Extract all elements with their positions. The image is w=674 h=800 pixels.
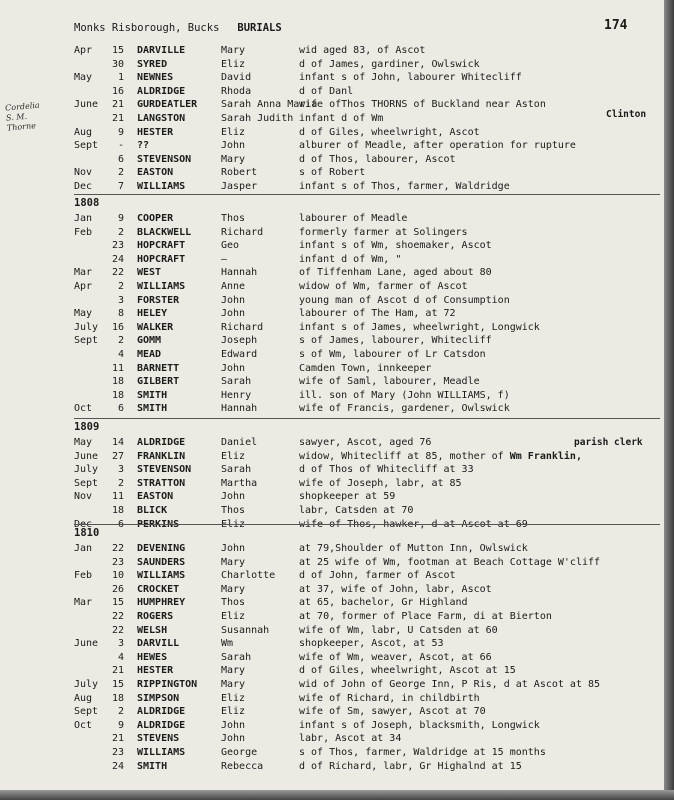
- entry-day: 11: [111, 491, 124, 503]
- entry-surname: ??: [137, 140, 150, 152]
- entry-surname: WILLIAMS: [137, 181, 186, 192]
- entry-day: 4: [117, 651, 124, 663]
- entry-month: Sept: [74, 706, 99, 718]
- entry-month: Apr: [74, 45, 93, 56]
- handwritten-margin-note: Cordelia S. M. Thorne: [4, 100, 40, 133]
- entry-notes: infant s of Wm, shoemaker, Ascot: [299, 240, 492, 252]
- entry-surname: STEVENS: [137, 733, 180, 745]
- entry-surname: STRATTON: [137, 477, 186, 489]
- entry-notes: sawyer, Ascot, aged 76: [299, 437, 432, 448]
- entry-forename: Thos: [221, 505, 246, 516]
- entry-day: 2: [117, 226, 124, 238]
- entry-day: 9: [117, 213, 124, 224]
- entry-notes: wife of Sm, sawyer, Ascot at 70: [299, 706, 486, 718]
- entry-forename: Daniel: [221, 437, 258, 448]
- entry-month: July: [74, 321, 99, 333]
- entry-notes: wife of Saml, labourer, Meadle: [299, 376, 480, 388]
- entry-surname: EASTON: [137, 167, 174, 179]
- entry-forename: Thos: [221, 597, 246, 609]
- entry-notes: of Tiffenham Lane, aged about 80: [299, 267, 492, 279]
- entry-day: 24: [111, 760, 124, 772]
- entry-month: Feb: [74, 570, 93, 582]
- entry-surname: STEVENSON: [137, 464, 192, 476]
- entry-surname: SMITH: [137, 389, 168, 401]
- entry-day: 24: [111, 253, 124, 265]
- entry-notes: s of Wm, labourer of Lr Catsdon: [299, 349, 486, 360]
- entry-surname: HEWES: [137, 651, 168, 663]
- entry-day: 21: [111, 665, 124, 677]
- page-bottom-edge: [0, 790, 674, 800]
- entry-forename: John: [221, 294, 246, 306]
- entry-surname: DEVENING: [137, 543, 186, 554]
- section-title: BURIALS: [237, 22, 282, 34]
- entry-month: Mar: [74, 597, 93, 609]
- entry-notes: shopkeeper, Ascot, at 53: [299, 638, 444, 650]
- entry-forename: Anne: [221, 281, 246, 292]
- entry-forename: Mary: [221, 45, 246, 56]
- entry-forename: Rebecca: [221, 760, 264, 772]
- entry-notes: s of Robert: [299, 167, 366, 179]
- entry-day: 6: [117, 518, 124, 530]
- entry-notes: widow of Wm, farmer of Ascot: [299, 281, 468, 292]
- entry-day: 23: [111, 240, 124, 252]
- entry-surname: LANGSTON: [137, 113, 186, 124]
- entry-month: May: [74, 308, 93, 320]
- entry-forename: Thos: [221, 213, 246, 224]
- entry-surname: ALDRIDGE: [137, 85, 186, 97]
- parish-name: Monks Risborough, Bucks: [74, 22, 220, 34]
- entry-forename: Mary: [221, 583, 246, 595]
- entry-notes: wid of John of George Inn, P Ris, d at Ascot at 85: [299, 679, 601, 690]
- entry-day: 21: [111, 733, 124, 745]
- entry-notes: ill. son of Mary (John WILLIAMS, f): [299, 389, 510, 401]
- entry-month: Feb: [74, 226, 93, 238]
- entry-day: 18: [111, 376, 124, 388]
- entry-notes: infant s of Thos, farmer, Waldridge: [299, 181, 510, 192]
- entry-month: July: [74, 679, 99, 690]
- entry-day: 27: [111, 450, 124, 462]
- entry-day: 7: [117, 181, 124, 192]
- entry-forename: Edward: [221, 349, 258, 360]
- entry-month: Oct: [74, 403, 93, 415]
- entry-day: 3: [117, 294, 124, 306]
- entry-surname: FRANKLIN: [137, 450, 186, 462]
- entry-notes: labourer of Meadle: [299, 213, 408, 224]
- year-divider: [74, 194, 660, 195]
- entry-surname: ALDRIDGE: [137, 719, 186, 731]
- entry-notes: d of Giles, wheelwright, Ascot: [299, 126, 480, 138]
- entry-forename: John: [221, 733, 246, 745]
- entry-forename: Martha: [221, 477, 258, 489]
- entry-day: 2: [117, 706, 124, 718]
- entry-notes: wife of Francis, gardener, Owlswick: [299, 403, 510, 415]
- entry-day: 2: [117, 281, 124, 292]
- entry-day: 2: [117, 167, 124, 179]
- entry-notes: infant s of James, wheelwright, Longwick: [299, 321, 540, 333]
- entry-day: 16: [111, 85, 124, 97]
- entry-day: 6: [117, 403, 124, 415]
- entry-day: 30: [111, 58, 124, 70]
- entry-forename: Eliz: [221, 126, 246, 138]
- entry-notes: wife of Joseph, labr, at 85: [299, 477, 462, 489]
- entry-forename: John: [221, 491, 246, 503]
- entry-forename: Richard: [221, 321, 264, 333]
- entry-surname: RIPPINGTON: [137, 679, 198, 690]
- entry-month: Dec: [74, 181, 93, 192]
- entry-month: June: [74, 99, 99, 111]
- entry-day: 1: [117, 72, 124, 84]
- entry-month: Sept: [74, 335, 99, 347]
- year-heading: 1809: [74, 421, 100, 433]
- entry-surname: HELEY: [137, 308, 168, 320]
- entry-day: 15: [111, 679, 124, 690]
- entry-month: Sept: [74, 140, 99, 152]
- entry-notes: infant s of Joseph, blacksmith, Longwick: [299, 719, 540, 731]
- entry-forename: John: [221, 543, 246, 554]
- entry-month: Apr: [74, 281, 93, 292]
- entry-month: Aug: [74, 692, 93, 704]
- entry-notes: d of John, farmer of Ascot: [299, 570, 456, 582]
- entry-forename: Sarah: [221, 651, 252, 663]
- entry-surname: HOPCRAFT: [137, 253, 186, 265]
- entry-surname: COOPER: [137, 213, 174, 224]
- entry-surname: STEVENSON: [137, 153, 192, 165]
- entry-forename: Sarah: [221, 464, 252, 476]
- entry-day: 9: [117, 719, 124, 731]
- entry-day: 4: [117, 349, 124, 360]
- entry-notes: wife of Richard, in childbirth: [299, 692, 480, 704]
- page-number: 174: [604, 18, 628, 33]
- entry-forename: Henry: [221, 389, 252, 401]
- entry-notes: at 70, former of Place Farm, di at Bierton: [299, 611, 552, 622]
- entry-month: Jan: [74, 543, 93, 554]
- entry-surname: WALKER: [137, 321, 174, 333]
- entry-surname: WILLIAMS: [137, 570, 186, 582]
- entry-forename: Sarah Anna Maria: [221, 99, 318, 111]
- entry-surname: BARNETT: [137, 362, 180, 374]
- entry-forename: Hannah: [221, 267, 258, 279]
- entry-month: Nov: [74, 491, 93, 503]
- entry-surname: NEWNES: [137, 72, 174, 84]
- entry-forename: John: [221, 308, 246, 320]
- entry-day: 23: [111, 747, 124, 758]
- entry-notes: infant s of John, labourer Whitecliff: [299, 72, 522, 84]
- entry-surname: WILLIAMS: [137, 747, 186, 758]
- entry-forename: Charlotte: [221, 570, 276, 582]
- entry-day: 10: [111, 570, 124, 582]
- entry-forename: Geo: [221, 240, 240, 252]
- entry-surname: ALDRIDGE: [137, 437, 186, 448]
- entry-forename: Jasper: [221, 181, 258, 192]
- entry-notes: d of Giles, wheelwright, Ascot at 15: [299, 665, 516, 677]
- entry-forename: Eliz: [221, 58, 246, 70]
- entry-surname: HOPCRAFT: [137, 240, 186, 252]
- entry-surname: GURDEATLER: [137, 99, 198, 111]
- entry-forename: Richard: [221, 226, 264, 238]
- entry-notes: wife ofThos THORNS of Buckland near Aston: [299, 99, 546, 111]
- entry-forename: Sarah: [221, 376, 252, 388]
- note-parish-clerk: parish clerk: [574, 437, 643, 448]
- entry-day: 2: [117, 335, 124, 347]
- entry-notes: wid aged 83, of Ascot: [299, 45, 426, 56]
- entry-forename: Joseph: [221, 335, 258, 347]
- entry-notes: labr, Ascot at 34: [299, 733, 402, 745]
- entry-surname: GOMM: [137, 335, 162, 347]
- entry-day: 2: [117, 477, 124, 489]
- entry-surname: HUMPHREY: [137, 597, 186, 609]
- entry-month: May: [74, 437, 93, 448]
- entry-month: June: [74, 450, 99, 462]
- entry-day: 21: [111, 113, 124, 124]
- entry-surname: SAUNDERS: [137, 556, 186, 568]
- entry-notes: Camden Town, innkeeper: [299, 362, 432, 374]
- entry-forename: Sarah Judith: [221, 113, 294, 124]
- entry-surname: WILLIAMS: [137, 281, 186, 292]
- entry-notes: widow, Whitecliff at 85, mother of Wm Franklin,: [299, 450, 582, 462]
- entry-surname: FORSTER: [137, 294, 180, 306]
- entry-notes: d of Richard, labr, Gr Highalnd at 15: [299, 760, 522, 772]
- entry-notes: at 65, bachelor, Gr Highland: [299, 597, 468, 609]
- entry-month: June: [74, 638, 99, 650]
- entry-forename: Mary: [221, 556, 246, 568]
- entry-surname: WELSH: [137, 624, 168, 636]
- entry-day: 9: [117, 126, 124, 138]
- entry-day: -: [117, 140, 124, 152]
- entry-notes: at 37, wife of John, labr, Ascot: [299, 583, 492, 595]
- entry-surname: HESTER: [137, 665, 174, 677]
- entry-day: 26: [111, 583, 124, 595]
- page-header: [74, 22, 282, 34]
- entry-forename: Mary: [221, 679, 246, 690]
- entry-day: 22: [111, 267, 124, 279]
- entry-surname: DARVILL: [137, 638, 180, 650]
- entry-forename: George: [221, 747, 258, 758]
- entry-notes: at 79,Shoulder of Mutton Inn, Owlswick: [299, 543, 528, 554]
- entry-surname: ROGERS: [137, 611, 174, 622]
- entry-surname: CROCKET: [137, 583, 180, 595]
- entry-notes: wife of Wm, weaver, Ascot, at 66: [299, 651, 492, 663]
- entry-forename: John: [221, 362, 246, 374]
- entry-day: 22: [111, 543, 124, 554]
- entry-notes: young man of Ascot d of Consumption: [299, 294, 510, 306]
- entry-notes: wife of Wm, labr, U Catsden at 60: [299, 624, 498, 636]
- entry-forename: Eliz: [221, 692, 246, 704]
- entry-forename: Eliz: [221, 706, 246, 718]
- entry-surname: HESTER: [137, 126, 174, 138]
- entry-day: 6: [117, 153, 124, 165]
- entry-month: Dec: [74, 518, 93, 530]
- entry-notes: alburer of Meadle, after operation for rupture: [299, 140, 576, 152]
- entry-notes: infant d of Wm: [299, 113, 384, 124]
- entry-forename: Mary: [221, 665, 246, 677]
- entry-month: July: [74, 464, 99, 476]
- entry-forename: Eliz: [221, 518, 246, 530]
- entry-day: 18: [111, 505, 124, 516]
- entry-day: 14: [111, 437, 124, 448]
- entry-month: Oct: [74, 719, 93, 731]
- entry-notes: labr, Catsden at 70: [299, 505, 414, 516]
- entry-surname: DARVILLE: [137, 45, 186, 56]
- entry-surname: WEST: [137, 267, 162, 279]
- entry-surname: PERKINS: [137, 518, 180, 530]
- entry-surname: GILBERT: [137, 376, 180, 388]
- entry-day: 23: [111, 556, 124, 568]
- entry-month: Jan: [74, 213, 93, 224]
- entry-notes: shopkeeper at 59: [299, 491, 396, 503]
- entry-month: Aug: [74, 126, 93, 138]
- entry-forename: Wm: [221, 638, 234, 650]
- entry-notes: formerly farmer at Solingers: [299, 226, 468, 238]
- entry-notes: labourer of The Ham, at 72: [299, 308, 456, 320]
- entry-surname: SMITH: [137, 760, 168, 772]
- entry-forename: David: [221, 72, 252, 84]
- entry-notes: d of Danl: [299, 85, 354, 97]
- entry-day: 3: [117, 638, 124, 650]
- entry-month: Mar: [74, 267, 93, 279]
- entry-day: 8: [117, 308, 124, 320]
- year-divider: [74, 524, 660, 525]
- entry-notes: s of Thos, farmer, Waldridge at 15 months: [299, 747, 546, 758]
- entry-day: 15: [111, 597, 124, 609]
- entry-day: 22: [111, 611, 124, 622]
- entry-forename: Eliz: [221, 611, 246, 622]
- entry-forename: Susannah: [221, 624, 270, 636]
- entry-forename: —: [221, 253, 228, 265]
- entry-notes: d of Thos, labourer, Ascot: [299, 153, 456, 165]
- entry-surname: SYRED: [137, 58, 168, 70]
- entry-month: May: [74, 72, 93, 84]
- entry-forename: Mary: [221, 153, 246, 165]
- entry-forename: John: [221, 140, 246, 152]
- entry-forename: John: [221, 719, 246, 731]
- year-divider: [74, 418, 660, 419]
- book-binding-edge: [664, 0, 674, 800]
- entry-notes: d of James, gardiner, Owlswick: [299, 58, 480, 70]
- entry-surname: MEAD: [137, 349, 162, 360]
- entry-day: 22: [111, 624, 124, 636]
- entry-surname: BLACKWELL: [137, 226, 192, 238]
- entry-forename: Rhoda: [221, 85, 252, 97]
- entry-forename: Hannah: [221, 403, 258, 415]
- entry-surname: ALDRIDGE: [137, 706, 186, 718]
- entry-forename: Eliz: [221, 450, 246, 462]
- entry-surname: BLICK: [137, 505, 168, 516]
- entry-notes: d of Thos of Whitecliff at 33: [299, 464, 474, 476]
- entry-day: 3: [117, 464, 124, 476]
- entry-notes: at 25 wife of Wm, footman at Beach Cottage W'cliff: [299, 556, 601, 568]
- year-heading: 1808: [74, 197, 100, 209]
- entry-surname: EASTON: [137, 491, 174, 503]
- entry-surname: SIMPSON: [137, 692, 180, 704]
- entry-notes: wife of Thos, hawker, d at Ascot at 69: [299, 518, 528, 530]
- entry-day: 16: [111, 321, 124, 333]
- entry-notes: infant d of Wm, ": [299, 253, 402, 265]
- note-clinton: Clinton: [606, 109, 647, 120]
- entry-month: Sept: [74, 477, 99, 489]
- entry-forename: Robert: [221, 167, 258, 179]
- entry-surname: SMITH: [137, 403, 168, 415]
- entry-notes: s of James, labourer, Whitecliff: [299, 335, 492, 347]
- entry-day: 11: [111, 362, 124, 374]
- entry-month: Nov: [74, 167, 93, 179]
- year-heading: 1810: [74, 527, 100, 539]
- entry-day: 15: [111, 45, 124, 56]
- entry-day: 21: [111, 99, 124, 111]
- entry-day: 18: [111, 692, 124, 704]
- entry-day: 18: [111, 389, 124, 401]
